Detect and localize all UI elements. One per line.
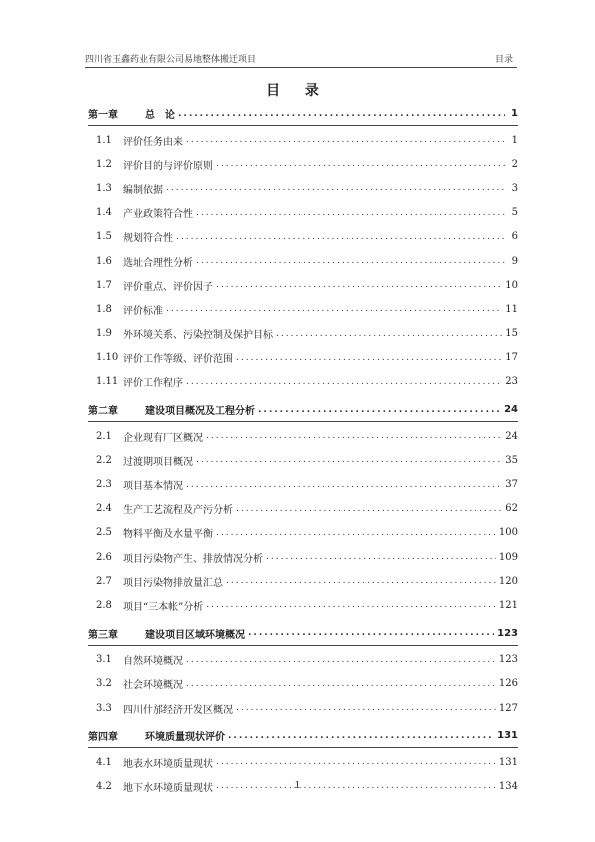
toc-entry-number: 1.4 <box>96 207 112 219</box>
toc-entry-page: 6 <box>511 231 518 243</box>
toc-entry-page: 131 <box>498 756 518 768</box>
header-document-title: 四川省玉鑫药业有限公司易地整体搬迁项目 <box>85 55 257 65</box>
toc-entry-number: 1.9 <box>96 328 112 340</box>
toc-dot-leader <box>176 232 505 242</box>
toc-entry-page: 24 <box>504 404 518 416</box>
toc-dot-leader <box>206 600 496 610</box>
toc-section-entry[interactable] <box>88 273 518 297</box>
toc-chapter-entry[interactable] <box>88 398 518 422</box>
toc-dot-leader <box>186 480 502 490</box>
toc-entry-page: 2 <box>511 158 518 170</box>
toc-dot-leader <box>216 528 496 538</box>
toc-entry-number: 2.1 <box>96 430 112 442</box>
toc-entry-label: 过渡期项目概况 <box>123 456 193 468</box>
toc-entry-page: 123 <box>498 654 518 666</box>
toc-entry-page: 3 <box>511 182 518 194</box>
toc-entry-label: 评价工作等级、评价范围 <box>123 354 233 366</box>
toc-entry-number: 第二章 <box>88 406 118 418</box>
toc-entry-number: 2.3 <box>96 479 112 491</box>
toc-entry-page: 11 <box>505 303 518 315</box>
toc-dot-leader <box>216 757 496 767</box>
toc-section-entry[interactable] <box>88 569 518 593</box>
toc-entry-label: 环境质量现状评价 <box>145 732 225 744</box>
toc-section-entry[interactable] <box>88 672 518 696</box>
toc-entry-page: 37 <box>505 479 518 491</box>
toc-entry-label: 评价标准 <box>123 305 163 317</box>
toc-entry-number: 2.2 <box>96 454 112 466</box>
toc-section-entry[interactable] <box>88 545 518 569</box>
toc-entry-label: 选址合理性分析 <box>123 257 193 269</box>
toc-entry-label: 总 论 <box>145 110 175 121</box>
toc-section-entry[interactable] <box>88 497 518 521</box>
toc-dot-leader <box>258 405 501 415</box>
toc-dot-leader <box>266 552 496 562</box>
toc-entry-page: 15 <box>505 328 518 340</box>
toc-entry-page: 1 <box>511 134 518 146</box>
toc-entry-page: 23 <box>505 376 518 388</box>
toc-section-entry[interactable] <box>88 128 518 152</box>
toc-dot-leader <box>186 655 496 665</box>
toc-entry-page: 1 <box>511 108 518 119</box>
toc-section-entry[interactable] <box>88 648 518 672</box>
toc-entry-label: 规划符合性 <box>123 233 173 245</box>
toc-dot-leader <box>236 353 502 363</box>
toc-entry-label: 项目“三本帐”分析 <box>123 601 204 613</box>
toc-section-entry[interactable] <box>88 696 518 720</box>
toc-section-entry[interactable] <box>88 201 518 225</box>
toc-section-entry[interactable] <box>88 472 518 496</box>
toc-entry-label: 外环境关系、污染控制及保护目标 <box>123 330 273 342</box>
toc-entry-number: 1.11 <box>96 376 119 388</box>
toc-dot-leader <box>276 329 502 339</box>
toc-entry-number: 1.10 <box>96 352 119 364</box>
toc-title: 目 录 <box>266 83 329 99</box>
toc-section-entry[interactable] <box>88 424 518 448</box>
toc-entry-label: 评价目的与评价原则 <box>123 160 213 172</box>
toc-chapter-entry[interactable] <box>88 622 518 646</box>
toc-section-entry[interactable] <box>88 448 518 472</box>
toc-entry-page: 123 <box>497 627 518 639</box>
toc-dot-leader <box>178 109 505 119</box>
toc-entry-page: 62 <box>505 503 518 515</box>
toc-entry-page: 5 <box>511 207 518 219</box>
toc-entry-label: 企业现有厂区概况 <box>123 432 203 444</box>
toc-entry-page: 126 <box>498 678 518 690</box>
toc-entry-number: 4.2 <box>96 780 112 792</box>
toc-entry-number: 1.8 <box>96 303 112 315</box>
running-header <box>85 52 517 66</box>
toc-dot-leader <box>216 159 505 169</box>
page-number: 1 <box>294 781 301 791</box>
toc-entry-number: 4.1 <box>96 756 112 768</box>
toc-dot-leader <box>196 256 505 266</box>
toc-entry-page: 24 <box>505 430 518 442</box>
toc-dot-leader <box>216 280 502 290</box>
table-of-contents <box>88 102 518 799</box>
toc-dot-leader <box>206 431 502 441</box>
toc-section-entry[interactable] <box>88 750 518 774</box>
toc-dot-leader <box>186 377 502 387</box>
toc-section-entry[interactable] <box>88 370 518 394</box>
toc-chapter-entry[interactable] <box>88 724 518 748</box>
toc-entry-label: 产业政策符合性 <box>123 209 193 221</box>
toc-section-entry[interactable] <box>88 322 518 346</box>
toc-entry-label: 评价重点、评价因子 <box>123 281 213 293</box>
toc-entry-number: 2.5 <box>96 527 112 539</box>
toc-entry-number: 2.6 <box>96 551 112 563</box>
toc-dot-leader <box>196 455 502 465</box>
toc-entry-page: 109 <box>498 551 518 563</box>
header-section-name: 目录 <box>494 55 513 65</box>
toc-chapter-entry[interactable] <box>88 102 518 126</box>
toc-entry-page: 10 <box>505 279 518 291</box>
toc-entry-number: 2.4 <box>96 503 112 515</box>
toc-section-entry[interactable] <box>88 297 518 321</box>
toc-dot-leader <box>166 183 505 193</box>
toc-entry-label: 物料平衡及水量平衡 <box>123 529 213 541</box>
toc-dot-leader <box>186 135 505 145</box>
toc-entry-number: 1.3 <box>96 182 112 194</box>
toc-entry-label: 评价工作程序 <box>123 378 183 390</box>
toc-section-entry[interactable] <box>88 249 518 273</box>
toc-entry-label: 项目污染物排放量汇总 <box>123 577 223 589</box>
toc-dot-leader <box>186 679 496 689</box>
toc-entry-number: 1.6 <box>96 255 112 267</box>
toc-entry-label: 社会环境概况 <box>123 680 183 692</box>
toc-section-entry[interactable] <box>88 176 518 200</box>
toc-dot-leader <box>236 504 502 514</box>
toc-entry-page: 17 <box>505 352 518 364</box>
toc-entry-label: 编制依据 <box>123 184 163 196</box>
toc-entry-number: 1.7 <box>96 279 112 291</box>
toc-dot-leader <box>236 703 496 713</box>
toc-dot-leader <box>166 304 502 314</box>
toc-entry-label: 评价任务由来 <box>123 136 183 148</box>
toc-entry-number: 3.2 <box>96 678 112 690</box>
toc-entry-number: 2.8 <box>96 599 112 611</box>
toc-entry-label: 项目基本情况 <box>123 481 183 493</box>
toc-entry-page: 127 <box>498 702 518 714</box>
toc-entry-page: 131 <box>497 730 518 742</box>
toc-entry-number: 3.1 <box>96 654 112 666</box>
toc-entry-number: 第一章 <box>88 110 118 121</box>
toc-dot-leader <box>228 731 494 741</box>
toc-entry-number: 2.7 <box>96 575 112 587</box>
toc-entry-label: 生产工艺流程及产污分析 <box>123 505 233 517</box>
toc-entry-page: 100 <box>498 527 518 539</box>
toc-entry-number: 1.2 <box>96 158 112 170</box>
toc-entry-label: 建设项目区域环境概况 <box>145 629 245 641</box>
toc-entry-page: 9 <box>511 255 518 267</box>
toc-entry-page: 121 <box>498 599 518 611</box>
toc-entry-label: 建设项目概况及工程分析 <box>145 406 255 418</box>
toc-entry-page: 35 <box>505 454 518 466</box>
toc-dot-leader <box>226 576 496 586</box>
header-rule <box>85 67 517 68</box>
toc-section-entry[interactable] <box>88 152 518 176</box>
toc-entry-number: 1.5 <box>96 231 112 243</box>
toc-entry-label: 四川什邡经济开发区概况 <box>123 704 233 716</box>
toc-entry-page: 134 <box>498 780 518 792</box>
toc-entry-number: 第四章 <box>88 732 118 744</box>
toc-section-entry[interactable] <box>88 346 518 370</box>
toc-entry-page: 120 <box>498 575 518 587</box>
toc-entry-label: 项目污染物产生、排放情况分析 <box>123 553 263 565</box>
toc-section-entry[interactable] <box>88 225 518 249</box>
toc-dot-leader <box>196 208 505 218</box>
toc-section-entry[interactable] <box>88 593 518 617</box>
toc-section-entry[interactable] <box>88 521 518 545</box>
toc-entry-number: 第三章 <box>88 629 118 641</box>
toc-entry-label: 自然环境概况 <box>123 656 183 668</box>
toc-entry-label: 地表水环境质量现状 <box>123 758 213 770</box>
toc-entry-number: 1.1 <box>96 134 112 146</box>
toc-entry-label: 地下水环境质量现状 <box>123 782 213 794</box>
toc-dot-leader <box>248 628 494 638</box>
toc-entry-number: 3.3 <box>96 702 112 714</box>
